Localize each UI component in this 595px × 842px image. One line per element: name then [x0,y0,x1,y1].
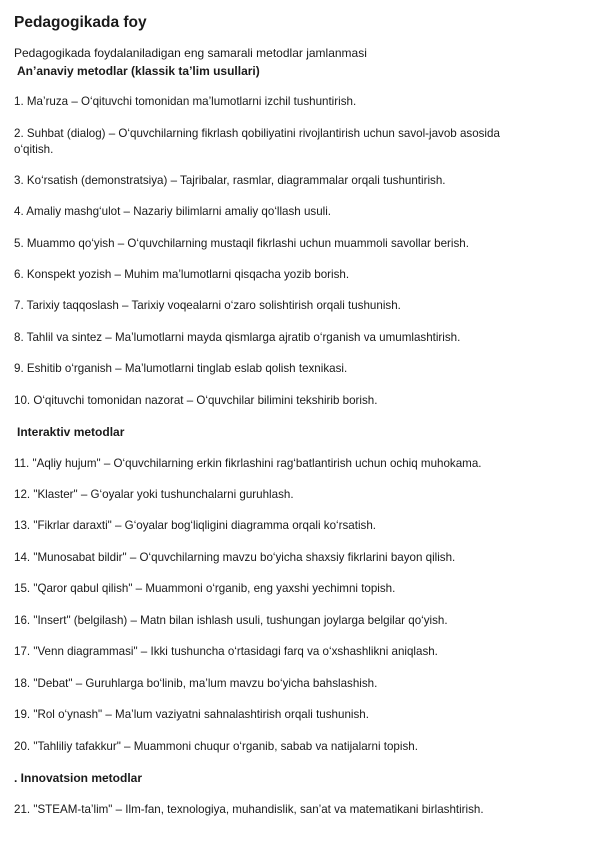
list-item: 4. Amaliy mashg‘ulot – Nazariy bilimlarni amaliy qo‘llash usuli. [14,205,332,218]
list-item: 1. Ma’ruza – O‘qituvchi tomonidan ma’lumotlarni izchil tushuntirish. [14,95,357,108]
list-item: 7. Tarixiy taqqoslash – Tarixiy voqealarni o‘zaro solishtirish orqali tushunish. [14,299,401,312]
list-item: 13. "Fikrlar daraxti" – G‘oyalar bog‘liqligini diagramma orqali ko‘rsatish. [14,519,376,532]
list-item: 21. "STEAM-ta’lim" – Ilm-fan, texnologiya, muhandislik, san’at va matematikani birlashtirish. [14,803,484,816]
list-item: 20. "Tahliliy tafakkur" – Muammoni chuqur o‘rganib, sabab va natijalarni topish. [14,740,418,753]
list-item: 11. "Aqliy hujum" – O‘quvchilarning erkin fikrlashini rag‘batlantirish uchun ochiq muhokama. [14,457,482,470]
list-item: 10. O‘qituvchi tomonidan nazorat – O‘quvchilar bilimini tekshirib borish. [14,394,378,407]
list-item: 16. "Insert" (belgilash) – Matn bilan ishlash usuli, tushungan joylarga belgilar qo‘yish. [14,614,448,627]
section-heading-innovative: . Innovatsion metodlar [14,771,143,785]
list-item: 17. "Venn diagrammasi" – Ikki tushuncha o‘rtasidagi farq va o‘xshashlikni aniqlash. [14,645,438,658]
list-item: 6. Konspekt yozish – Muhim ma’lumotlarni qisqacha yozib borish. [14,268,350,281]
list-item: 2. Suhbat (dialog) – O‘quvchilarning fikrlash qobiliyatini rivojlantirish uchun savol-javob asosida o‘qitish. [14,127,500,156]
list-item: 8. Tahlil va sintez – Ma’lumotlarni mayda qismlarga ajratib o‘rganish va umumlashtirish. [14,331,461,344]
section-heading-interactive: Interaktiv metodlar [17,425,125,439]
page-title: Pedagogikada foy [14,14,147,31]
list-item: 9. Eshitib o‘rganish – Ma’lumotlarni tinglab eslab qolish texnikasi. [14,362,348,375]
section-heading-traditional: An’anaviy metodlar (klassik ta’lim usullari) [17,64,260,78]
list-item: 5. Muammo qo‘yish – O‘quvchilarning mustaqil fikrlashi uchun muammoli savollar berish. [14,237,469,250]
list-item: 3. Ko‘rsatish (demonstratsiya) – Tajribalar, rasmlar, diagrammalar orqali tushuntirish. [14,174,446,187]
list-item: 15. "Qaror qabul qilish" – Muammoni o‘rganib, eng yaxshi yechimni topish. [14,582,396,595]
list-item: 19. "Rol o‘ynash" – Ma’lum vaziyatni sahnalashtirish orqali tushunish. [14,708,369,721]
list-item: 18. "Debat" – Guruhlarga bo‘linib, ma’lum mavzu bo‘yicha bahslashish. [14,677,378,690]
list-item: 14. "Munosabat bildir" – O‘quvchilarning mavzu bo‘yicha shaxsiy fikrlarini bayon qilish. [14,551,456,564]
intro-text: Pedagogikada foydalaniladigan eng samarali metodlar jamlanmasi [14,46,367,60]
list-item: 12. "Klaster" – G‘oyalar yoki tushunchalarni guruhlash. [14,488,294,501]
